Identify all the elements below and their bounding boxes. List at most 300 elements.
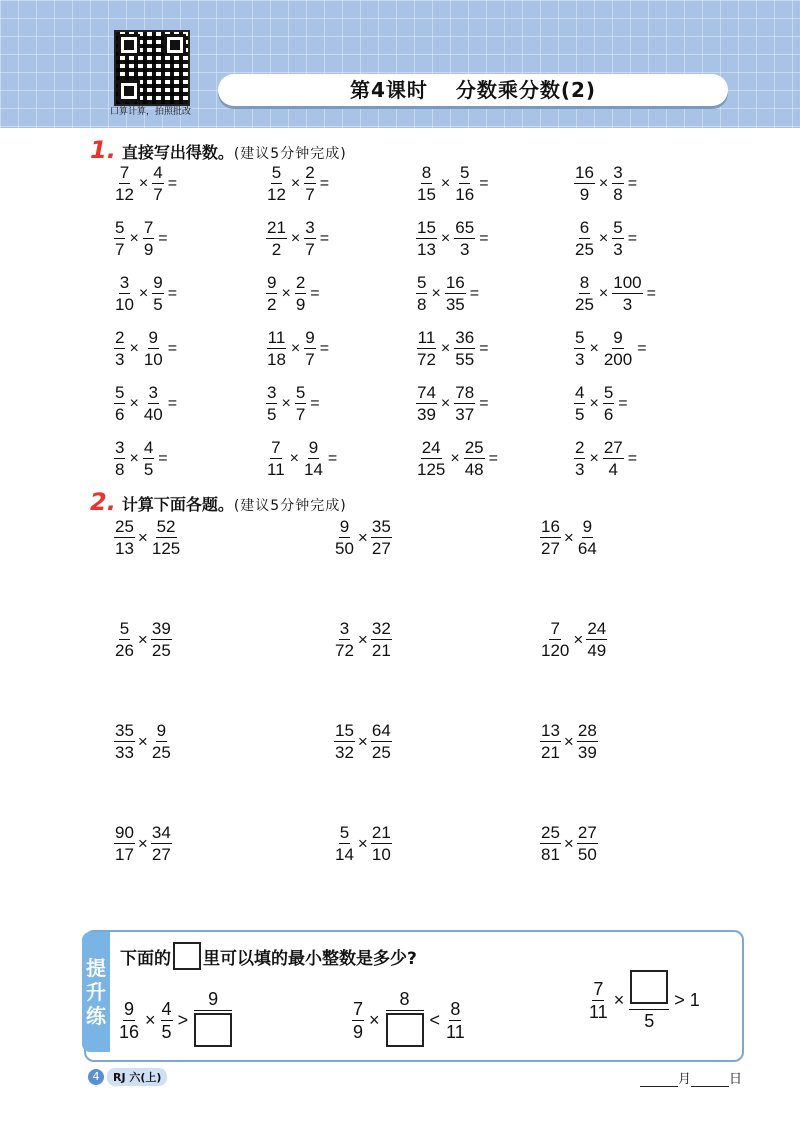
denominator: 9 xyxy=(143,240,154,259)
numerator-blank[interactable] xyxy=(629,970,669,1010)
denominator: 27 xyxy=(151,845,171,864)
oral-problem xyxy=(266,164,333,203)
denominator: 72 xyxy=(417,350,436,369)
boost-tab xyxy=(82,932,110,1052)
oral-problem xyxy=(114,329,181,368)
denominator: 50 xyxy=(335,539,354,558)
times-sign: × xyxy=(369,1009,380,1030)
times-sign: × xyxy=(357,833,368,853)
numerator: 24 xyxy=(587,619,607,638)
times-sign: × xyxy=(598,284,609,302)
fraction xyxy=(454,384,475,423)
numerator: 25 xyxy=(464,438,484,457)
boost-problem-2 xyxy=(352,990,466,1050)
numerator: 100 xyxy=(613,273,642,292)
denominator: 11 xyxy=(267,460,285,479)
qr-finder-icon xyxy=(118,80,140,102)
equals-sign: = xyxy=(319,174,330,192)
times-sign: × xyxy=(598,174,609,192)
fraction xyxy=(114,384,125,423)
fraction xyxy=(586,620,607,659)
fraction xyxy=(603,384,614,423)
numerator: 2 xyxy=(575,438,585,457)
numerator: 35 xyxy=(115,721,134,740)
boost-problem-1 xyxy=(118,990,233,1050)
numerator: 8 xyxy=(450,998,461,1019)
relation-sign: > xyxy=(177,1009,189,1030)
fraction xyxy=(540,620,570,659)
oral-problem xyxy=(114,164,181,203)
numerator: 4 xyxy=(161,998,172,1019)
numerator: 78 xyxy=(455,383,475,402)
times-sign: × xyxy=(440,229,451,247)
denominator: 5 xyxy=(575,405,585,424)
lesson-title: 分数乘分数(2) xyxy=(455,78,597,102)
denominator: 5 xyxy=(267,405,277,424)
denominator: 27 xyxy=(371,539,391,558)
equals-sign: = xyxy=(479,229,489,247)
oral-problem xyxy=(114,219,172,258)
times-sign: × xyxy=(589,449,599,467)
denominator: 72 xyxy=(335,641,354,660)
qr-caption: 口算计算，拍照批改 xyxy=(110,107,192,117)
numerator: 3 xyxy=(305,218,315,237)
calc-problem xyxy=(334,722,392,761)
equals-sign: = xyxy=(319,229,330,247)
oral-problem xyxy=(574,384,632,423)
section1-title: 直接写出得数。 xyxy=(121,143,234,162)
denominator: 7 xyxy=(295,405,306,424)
equals-sign: = xyxy=(327,449,338,467)
denominator: 35 xyxy=(445,295,465,314)
denominator: 5 xyxy=(143,460,154,479)
page-number: 4 xyxy=(88,1069,104,1085)
denominator: 16 xyxy=(119,1021,140,1042)
times-sign: × xyxy=(431,284,441,302)
calc-problem xyxy=(334,620,392,659)
answer-box[interactable] xyxy=(630,970,668,1004)
numerator: 9 xyxy=(153,273,163,292)
oral-problem xyxy=(574,219,641,258)
equals-sign: = xyxy=(167,394,178,412)
numerator: 74 xyxy=(417,383,436,402)
equals-sign: = xyxy=(627,449,638,467)
equals-sign: = xyxy=(167,339,178,357)
numerator: 2 xyxy=(305,163,315,182)
numerator: 36 xyxy=(455,328,475,347)
denominator: 39 xyxy=(417,405,436,424)
lesson-title-bar xyxy=(218,74,728,106)
oral-problem xyxy=(266,219,333,258)
numerator: 8 xyxy=(421,163,432,182)
oral-problem xyxy=(114,439,172,478)
oral-problem xyxy=(416,164,493,203)
fraction xyxy=(143,329,164,368)
fraction xyxy=(304,164,315,203)
fraction xyxy=(416,274,427,313)
numerator: 7 xyxy=(353,998,364,1019)
numerator: 65 xyxy=(455,218,475,237)
qr-finder-icon xyxy=(118,34,140,56)
denominator: 27 xyxy=(541,539,560,558)
numerator: 24 xyxy=(421,438,441,457)
fraction xyxy=(577,518,598,557)
times-sign: × xyxy=(440,174,451,192)
numerator: 9 xyxy=(582,517,593,536)
fraction xyxy=(334,824,355,863)
denominator: 12 xyxy=(267,185,286,204)
numerator: 34 xyxy=(151,823,171,842)
calc-problem xyxy=(540,518,598,557)
fraction xyxy=(266,164,287,203)
denominator: 7 xyxy=(115,240,125,259)
page-header xyxy=(0,0,800,128)
fraction xyxy=(114,824,135,863)
times-sign: × xyxy=(589,394,599,412)
numerator: 5 xyxy=(295,383,306,402)
numerator: 5 xyxy=(271,163,282,182)
calc-problem xyxy=(540,722,598,761)
fraction xyxy=(151,518,181,557)
equals-sign: = xyxy=(158,229,168,247)
times-sign: × xyxy=(138,174,149,192)
answer-box[interactable] xyxy=(386,1013,424,1047)
fraction xyxy=(143,384,164,423)
fraction xyxy=(416,329,437,368)
denominator: 3 xyxy=(459,240,470,259)
month-label: 月 xyxy=(678,1072,692,1087)
fraction xyxy=(114,620,135,659)
fraction xyxy=(445,1000,466,1041)
denominator: 26 xyxy=(115,641,134,660)
fraction xyxy=(161,1000,173,1041)
denominator-blank[interactable] xyxy=(385,1011,425,1050)
fraction xyxy=(454,219,475,258)
section2-number: 2. xyxy=(90,488,116,516)
denominator: 40 xyxy=(143,405,163,424)
numerator: 4 xyxy=(143,438,154,457)
fraction xyxy=(612,164,623,203)
denominator: 48 xyxy=(464,460,484,479)
denominator: 125 xyxy=(417,460,446,479)
times-sign: × xyxy=(138,284,149,302)
denominator: 8 xyxy=(417,295,427,314)
numerator: 39 xyxy=(151,619,171,638)
day-label: 日 xyxy=(729,1072,743,1087)
fraction xyxy=(295,384,306,423)
oral-problem xyxy=(574,164,641,203)
fraction xyxy=(303,439,324,478)
numerator: 16 xyxy=(575,163,594,182)
fraction xyxy=(540,722,561,761)
numerator: 13 xyxy=(541,721,560,740)
numerator: 3 xyxy=(339,619,350,638)
numerator: 9 xyxy=(305,328,315,347)
equals-sign: = xyxy=(479,394,489,412)
numerator: 9 xyxy=(194,990,232,1011)
fraction xyxy=(454,329,475,368)
calc-problem xyxy=(540,824,598,863)
denominator: 14 xyxy=(304,460,323,479)
denominator: 4 xyxy=(608,460,618,479)
equals-sign: = xyxy=(627,174,638,192)
fraction xyxy=(574,439,585,478)
numerator: 5 xyxy=(575,328,585,347)
fraction xyxy=(193,990,233,1050)
calc-problem xyxy=(334,518,392,557)
fraction xyxy=(629,970,669,1030)
numerator: 28 xyxy=(577,721,597,740)
times-sign: × xyxy=(129,229,139,247)
times-sign: × xyxy=(357,629,368,649)
equals-sign: = xyxy=(158,449,168,467)
fraction xyxy=(416,164,437,203)
times-sign: × xyxy=(563,527,574,547)
numerator: 3 xyxy=(267,383,277,402)
denominator: 25 xyxy=(575,240,594,259)
lesson-number: 第4课时 xyxy=(349,78,428,102)
denominator: 3 xyxy=(622,295,633,314)
numerator: 16 xyxy=(541,517,560,536)
denominator: 17 xyxy=(115,845,134,864)
relation-sign: < xyxy=(429,1009,441,1030)
denominator: 64 xyxy=(577,539,597,558)
fraction xyxy=(334,722,355,761)
numerator: 15 xyxy=(335,721,354,740)
fraction xyxy=(304,329,315,368)
denominator: 13 xyxy=(115,539,134,558)
denominator: 25 xyxy=(151,641,171,660)
denominator: 25 xyxy=(151,743,171,762)
denominator: 21 xyxy=(541,743,560,762)
numerator: 8 xyxy=(579,273,590,292)
calc-problem xyxy=(334,824,392,863)
fraction xyxy=(454,164,475,203)
footer-date xyxy=(640,1068,742,1087)
section2-hint: (建议5分钟完成) xyxy=(233,498,347,514)
fraction xyxy=(577,722,598,761)
fraction xyxy=(385,990,425,1050)
denominator: 2 xyxy=(271,240,282,259)
fraction xyxy=(114,518,135,557)
times-sign: × xyxy=(440,339,451,357)
denominator: 32 xyxy=(335,743,354,762)
oral-problem xyxy=(416,274,483,313)
times-sign: × xyxy=(357,731,368,751)
fraction xyxy=(114,274,135,313)
denominator: 5 xyxy=(644,1011,655,1031)
times-sign: × xyxy=(450,449,460,467)
qr-code[interactable] xyxy=(114,30,190,106)
denominator: 11 xyxy=(446,1021,465,1042)
times-sign: × xyxy=(129,394,139,412)
numerator: 7 xyxy=(550,619,560,638)
denominator: 12 xyxy=(115,185,134,204)
day-blank[interactable] xyxy=(691,1072,729,1087)
denominator: 9 xyxy=(295,295,306,314)
calc-problem xyxy=(114,824,172,863)
oral-problem xyxy=(266,274,324,313)
section1-hint: (建议5分钟完成) xyxy=(233,146,347,162)
numerator: 16 xyxy=(445,273,465,292)
numerator: 7 xyxy=(143,218,154,237)
equals-sign: = xyxy=(310,284,320,302)
denominator: 18 xyxy=(267,350,286,369)
fraction xyxy=(588,980,609,1021)
fraction xyxy=(152,164,163,203)
boost-tab-char: 升 xyxy=(86,980,106,1004)
denominator: 25 xyxy=(575,295,594,314)
equals-sign: = xyxy=(167,284,178,302)
fraction xyxy=(603,439,624,478)
oral-problem xyxy=(114,274,181,313)
denominator: 10 xyxy=(143,350,163,369)
oral-problem xyxy=(574,329,651,368)
oral-problem xyxy=(266,439,341,478)
denominator: 125 xyxy=(151,539,181,558)
denominator: 13 xyxy=(417,240,436,259)
times-sign: × xyxy=(563,731,574,751)
denominator: 200 xyxy=(603,350,633,369)
denominator: 15 xyxy=(417,185,436,204)
denominator: 16 xyxy=(455,185,475,204)
boost-problem-3 xyxy=(588,970,700,1030)
oral-problem xyxy=(574,274,660,313)
equals-sign: = xyxy=(310,394,320,412)
numerator: 9 xyxy=(124,998,135,1019)
oral-problem xyxy=(266,384,324,423)
denominator: 55 xyxy=(455,350,475,369)
denominator: 37 xyxy=(455,405,475,424)
denominator: 5 xyxy=(161,1021,172,1042)
numerator: 90 xyxy=(115,823,134,842)
fraction xyxy=(416,384,437,423)
denominator: 10 xyxy=(371,845,391,864)
denominator: 14 xyxy=(335,845,354,864)
fraction xyxy=(612,219,623,258)
numerator: 11 xyxy=(417,328,436,347)
footer-page-info xyxy=(88,1068,167,1086)
fraction xyxy=(295,274,306,313)
numerator: 9 xyxy=(613,328,623,347)
grade-label: RJ 六(上) xyxy=(107,1068,167,1086)
times-sign: × xyxy=(290,229,301,247)
calc-problem xyxy=(114,722,172,761)
times-sign: × xyxy=(440,394,451,412)
times-sign: × xyxy=(598,229,609,247)
denominator: 120 xyxy=(541,641,570,660)
equals-sign: = xyxy=(319,339,330,357)
times-sign: × xyxy=(357,527,368,547)
numerator: 9 xyxy=(156,721,167,740)
fraction xyxy=(143,439,154,478)
fraction xyxy=(114,722,135,761)
denominator: 7 xyxy=(305,185,315,204)
relation-sign: > xyxy=(674,989,685,1010)
fraction xyxy=(445,274,466,313)
denominator: 39 xyxy=(577,743,597,762)
denominator: 8 xyxy=(115,460,125,479)
fraction xyxy=(371,722,392,761)
fraction xyxy=(334,620,355,659)
boost-tab-char: 提 xyxy=(86,956,106,980)
fraction xyxy=(114,439,125,478)
numerator: 3 xyxy=(119,273,130,292)
numerator: 3 xyxy=(613,163,623,182)
numerator: 52 xyxy=(156,517,176,536)
numerator: 64 xyxy=(371,721,391,740)
numerator: 3 xyxy=(148,383,158,402)
denominator-blank[interactable] xyxy=(193,1011,233,1050)
numerator: 32 xyxy=(371,619,391,638)
equals-sign: = xyxy=(618,394,628,412)
fraction xyxy=(118,1000,140,1041)
equals-sign: = xyxy=(167,174,178,192)
denominator: 21 xyxy=(371,641,391,660)
denominator: 3 xyxy=(115,350,125,369)
fraction xyxy=(352,1000,364,1041)
numerator: 27 xyxy=(577,823,597,842)
fraction xyxy=(574,164,595,203)
denominator: 25 xyxy=(371,743,391,762)
fraction xyxy=(114,164,135,203)
denominator: 7 xyxy=(305,240,315,259)
fraction xyxy=(151,620,172,659)
denominator: 3 xyxy=(613,240,623,259)
times-sign: × xyxy=(137,629,148,649)
fraction xyxy=(612,274,642,313)
fraction xyxy=(574,219,595,258)
numerator: 7 xyxy=(271,438,281,457)
fraction xyxy=(266,329,287,368)
numerator: 21 xyxy=(267,218,286,237)
numerator: 8 xyxy=(386,990,424,1011)
boost-tab-char: 练 xyxy=(86,1004,106,1028)
fraction xyxy=(266,274,277,313)
denominator: 50 xyxy=(577,845,597,864)
numerator: 5 xyxy=(115,218,125,237)
fraction xyxy=(114,219,125,258)
fraction xyxy=(574,274,595,313)
fraction xyxy=(304,219,315,258)
fraction xyxy=(416,439,446,478)
numerator: 9 xyxy=(267,273,277,292)
answer-box[interactable] xyxy=(194,1013,232,1047)
fraction xyxy=(574,329,585,368)
times-sign: × xyxy=(589,339,599,357)
times-sign: × xyxy=(573,629,584,649)
denominator: 9 xyxy=(579,185,590,204)
denominator: 3 xyxy=(575,460,585,479)
numerator: 25 xyxy=(115,517,134,536)
denominator: 49 xyxy=(587,641,607,660)
section2-heading xyxy=(90,488,347,516)
numerator: 7 xyxy=(593,978,604,999)
month-blank[interactable] xyxy=(640,1072,678,1087)
equals-sign: = xyxy=(488,449,498,467)
fraction xyxy=(266,439,286,478)
times-sign: × xyxy=(145,1009,156,1030)
fraction xyxy=(371,620,392,659)
numerator: 5 xyxy=(339,823,350,842)
oral-problem xyxy=(416,439,502,478)
numerator: 2 xyxy=(295,273,306,292)
numerator: 9 xyxy=(308,438,319,457)
numerator: 3 xyxy=(115,438,125,457)
fraction xyxy=(151,824,172,863)
section1-number: 1. xyxy=(90,136,116,164)
fraction xyxy=(540,518,561,557)
